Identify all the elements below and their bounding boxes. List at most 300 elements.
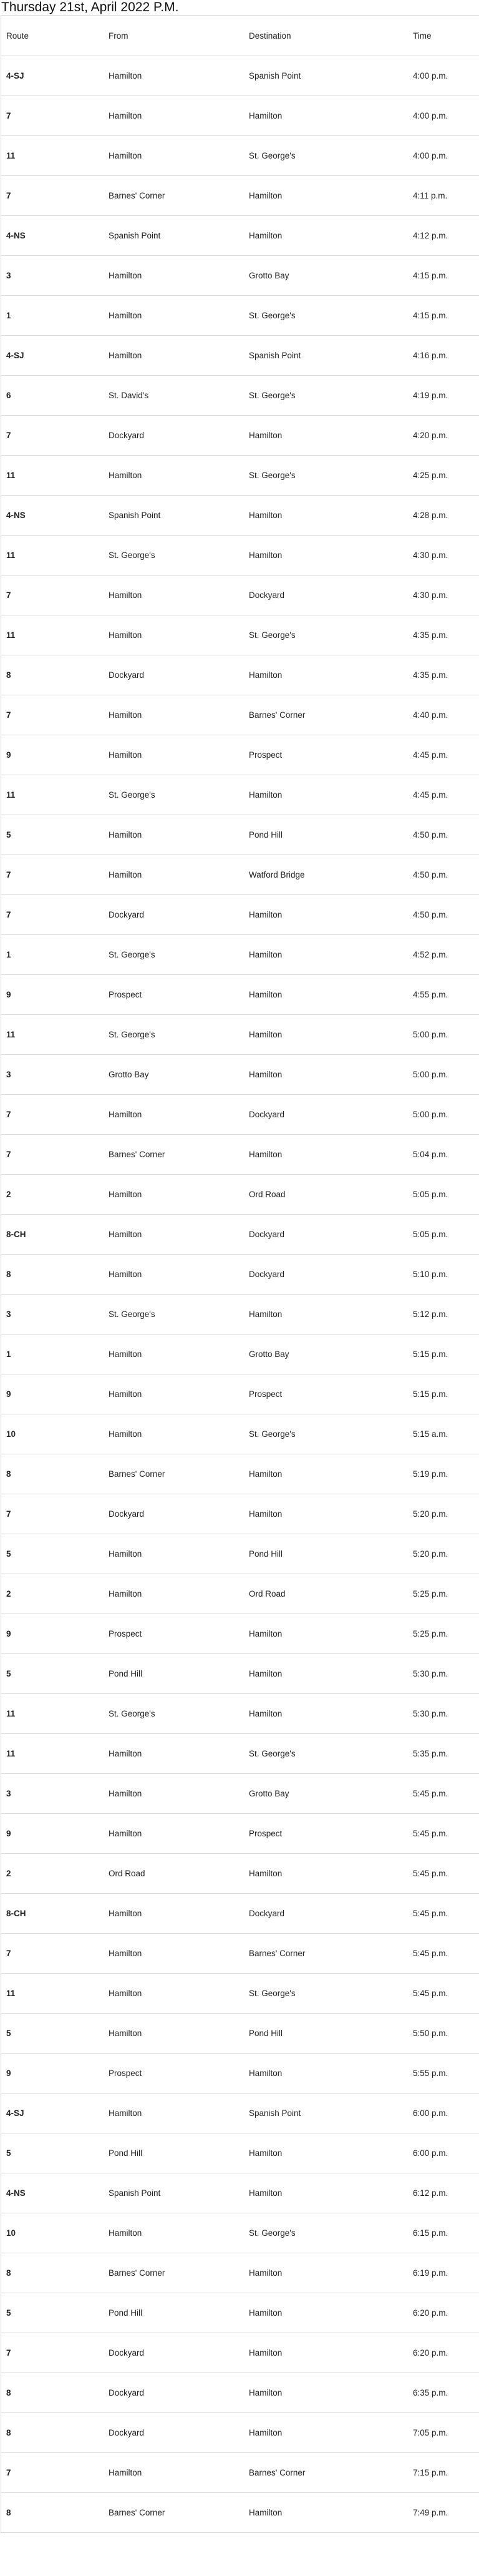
table-row bbox=[1, 1934, 479, 1974]
destination-cell: Dockyard bbox=[244, 575, 408, 615]
from-cell: Hamilton bbox=[104, 1934, 244, 1974]
route-cell: 8 bbox=[1, 2373, 104, 2413]
table-row bbox=[1, 575, 479, 615]
route-cell: 7 bbox=[1, 855, 104, 895]
destination-cell: Pond Hill bbox=[244, 1534, 408, 1574]
from-cell: Hamilton bbox=[104, 1095, 244, 1135]
destination-cell: Barnes' Corner bbox=[244, 695, 408, 735]
time-cell: 4:52 p.m. bbox=[408, 935, 479, 975]
time-cell: 5:15 a.m. bbox=[408, 1414, 479, 1454]
from-cell: Hamilton bbox=[104, 1374, 244, 1414]
table-row bbox=[1, 1215, 479, 1255]
route-cell: 8 bbox=[1, 1255, 104, 1295]
time-cell: 5:25 p.m. bbox=[408, 1574, 479, 1614]
table-row bbox=[1, 416, 479, 456]
time-cell: 5:45 p.m. bbox=[408, 1894, 479, 1934]
table-row bbox=[1, 1894, 479, 1934]
from-cell: St. George's bbox=[104, 536, 244, 575]
destination-cell: Hamilton bbox=[244, 2373, 408, 2413]
route-cell: 7 bbox=[1, 1095, 104, 1135]
route-cell: 5 bbox=[1, 815, 104, 855]
time-cell: 4:40 p.m. bbox=[408, 695, 479, 735]
destination-cell: Hamilton bbox=[244, 2333, 408, 2373]
time-cell: 4:15 p.m. bbox=[408, 256, 479, 296]
from-cell: Hamilton bbox=[104, 456, 244, 496]
destination-cell: Hamilton bbox=[244, 1614, 408, 1654]
route-cell: 3 bbox=[1, 1774, 104, 1814]
destination-cell: St. George's bbox=[244, 296, 408, 336]
route-cell: 4-NS bbox=[1, 496, 104, 536]
from-cell: Hamilton bbox=[104, 695, 244, 735]
time-cell: 5:45 p.m. bbox=[408, 1974, 479, 2014]
table-row bbox=[1, 2133, 479, 2173]
table-row bbox=[1, 1694, 479, 1734]
destination-cell: St. George's bbox=[244, 1414, 408, 1454]
time-cell: 5:00 p.m. bbox=[408, 1055, 479, 1095]
destination-cell: Hamilton bbox=[244, 975, 408, 1015]
destination-cell: Hamilton bbox=[244, 176, 408, 216]
route-cell: 9 bbox=[1, 975, 104, 1015]
route-cell: 8 bbox=[1, 655, 104, 695]
from-cell: Hamilton bbox=[104, 1574, 244, 1614]
time-cell: 4:35 p.m. bbox=[408, 615, 479, 655]
table-row bbox=[1, 975, 479, 1015]
time-cell: 4:55 p.m. bbox=[408, 975, 479, 1015]
time-cell: 4:50 p.m. bbox=[408, 855, 479, 895]
table-row bbox=[1, 2173, 479, 2213]
route-cell: 4-SJ bbox=[1, 2094, 104, 2133]
time-cell: 4:45 p.m. bbox=[408, 775, 479, 815]
route-cell: 4-NS bbox=[1, 2173, 104, 2213]
destination-cell: Hamilton bbox=[244, 416, 408, 456]
from-cell: Dockyard bbox=[104, 416, 244, 456]
from-cell: Barnes' Corner bbox=[104, 2493, 244, 2533]
time-cell: 4:19 p.m. bbox=[408, 376, 479, 416]
table-row bbox=[1, 1974, 479, 2014]
table-row bbox=[1, 1175, 479, 1215]
from-cell: Ord Road bbox=[104, 1854, 244, 1894]
from-cell: Hamilton bbox=[104, 1894, 244, 1934]
route-cell: 7 bbox=[1, 416, 104, 456]
route-cell: 8 bbox=[1, 2253, 104, 2293]
from-cell: Hamilton bbox=[104, 1175, 244, 1215]
time-cell: 4:25 p.m. bbox=[408, 456, 479, 496]
table-row bbox=[1, 935, 479, 975]
table-row bbox=[1, 56, 479, 96]
destination-cell: Spanish Point bbox=[244, 56, 408, 96]
from-cell: Pond Hill bbox=[104, 2133, 244, 2173]
header-time: Time bbox=[408, 16, 479, 56]
time-cell: 5:45 p.m. bbox=[408, 1854, 479, 1894]
time-cell: 4:28 p.m. bbox=[408, 496, 479, 536]
table-row bbox=[1, 1335, 479, 1374]
from-cell: Dockyard bbox=[104, 1494, 244, 1534]
route-cell: 5 bbox=[1, 1654, 104, 1694]
destination-cell: Hamilton bbox=[244, 1694, 408, 1734]
time-cell: 4:45 p.m. bbox=[408, 735, 479, 775]
table-row bbox=[1, 2293, 479, 2333]
destination-cell: Dockyard bbox=[244, 1255, 408, 1295]
route-cell: 5 bbox=[1, 2133, 104, 2173]
route-cell: 1 bbox=[1, 296, 104, 336]
table-row bbox=[1, 2054, 479, 2094]
from-cell: St. George's bbox=[104, 935, 244, 975]
time-cell: 5:45 p.m. bbox=[408, 1934, 479, 1974]
from-cell: Spanish Point bbox=[104, 496, 244, 536]
route-cell: 1 bbox=[1, 1335, 104, 1374]
route-cell: 7 bbox=[1, 1135, 104, 1175]
destination-cell: Dockyard bbox=[244, 1215, 408, 1255]
from-cell: Hamilton bbox=[104, 96, 244, 136]
table-row bbox=[1, 296, 479, 336]
table-row bbox=[1, 2014, 479, 2054]
from-cell: Hamilton bbox=[104, 2014, 244, 2054]
destination-cell: Hamilton bbox=[244, 2133, 408, 2173]
from-cell: Hamilton bbox=[104, 1774, 244, 1814]
table-row bbox=[1, 536, 479, 575]
time-cell: 4:16 p.m. bbox=[408, 336, 479, 376]
route-cell: 4-NS bbox=[1, 216, 104, 256]
time-cell: 5:00 p.m. bbox=[408, 1015, 479, 1055]
table-row bbox=[1, 2094, 479, 2133]
header-destination: Destination bbox=[244, 16, 408, 56]
route-cell: 7 bbox=[1, 575, 104, 615]
time-cell: 5:30 p.m. bbox=[408, 1694, 479, 1734]
route-cell: 11 bbox=[1, 456, 104, 496]
time-cell: 5:20 p.m. bbox=[408, 1534, 479, 1574]
destination-cell: Hamilton bbox=[244, 2054, 408, 2094]
table-row bbox=[1, 2253, 479, 2293]
destination-cell: Grotto Bay bbox=[244, 256, 408, 296]
destination-cell: Watford Bridge bbox=[244, 855, 408, 895]
from-cell: Hamilton bbox=[104, 1734, 244, 1774]
time-cell: 6:35 p.m. bbox=[408, 2373, 479, 2413]
time-cell: 4:30 p.m. bbox=[408, 575, 479, 615]
route-cell: 2 bbox=[1, 1175, 104, 1215]
from-cell: St. George's bbox=[104, 775, 244, 815]
from-cell: Hamilton bbox=[104, 1814, 244, 1854]
from-cell: Prospect bbox=[104, 975, 244, 1015]
table-row bbox=[1, 815, 479, 855]
from-cell: Dockyard bbox=[104, 2413, 244, 2453]
from-cell: Barnes' Corner bbox=[104, 176, 244, 216]
route-cell: 11 bbox=[1, 136, 104, 176]
table-row bbox=[1, 2493, 479, 2533]
time-cell: 6:00 p.m. bbox=[408, 2133, 479, 2173]
table-row bbox=[1, 1055, 479, 1095]
time-cell: 5:25 p.m. bbox=[408, 1614, 479, 1654]
time-cell: 5:30 p.m. bbox=[408, 1654, 479, 1694]
time-cell: 5:55 p.m. bbox=[408, 2054, 479, 2094]
from-cell: St. George's bbox=[104, 1295, 244, 1335]
destination-cell: Grotto Bay bbox=[244, 1774, 408, 1814]
table-row bbox=[1, 1614, 479, 1654]
table-row bbox=[1, 895, 479, 935]
from-cell: Barnes' Corner bbox=[104, 1454, 244, 1494]
table-row bbox=[1, 855, 479, 895]
destination-cell: Hamilton bbox=[244, 2173, 408, 2213]
from-cell: St. George's bbox=[104, 1015, 244, 1055]
route-cell: 5 bbox=[1, 2293, 104, 2333]
time-cell: 4:00 p.m. bbox=[408, 56, 479, 96]
route-cell: 8 bbox=[1, 1454, 104, 1494]
time-cell: 5:05 p.m. bbox=[408, 1175, 479, 1215]
time-cell: 7:05 p.m. bbox=[408, 2413, 479, 2453]
destination-cell: Hamilton bbox=[244, 216, 408, 256]
table-row bbox=[1, 96, 479, 136]
from-cell: Spanish Point bbox=[104, 2173, 244, 2213]
from-cell: Hamilton bbox=[104, 136, 244, 176]
destination-cell: Hamilton bbox=[244, 775, 408, 815]
from-cell: Hamilton bbox=[104, 1335, 244, 1374]
from-cell: Hamilton bbox=[104, 56, 244, 96]
destination-cell: Hamilton bbox=[244, 1654, 408, 1694]
table-row bbox=[1, 1454, 479, 1494]
table-row bbox=[1, 136, 479, 176]
route-cell: 3 bbox=[1, 1055, 104, 1095]
route-cell: 6 bbox=[1, 376, 104, 416]
route-cell: 8 bbox=[1, 2493, 104, 2533]
from-cell: Hamilton bbox=[104, 1974, 244, 2014]
table-header bbox=[1, 16, 479, 56]
from-cell: Hamilton bbox=[104, 815, 244, 855]
from-cell: Hamilton bbox=[104, 1215, 244, 1255]
destination-cell: Prospect bbox=[244, 735, 408, 775]
table-row bbox=[1, 456, 479, 496]
time-cell: 4:50 p.m. bbox=[408, 815, 479, 855]
route-cell: 8-CH bbox=[1, 1894, 104, 1934]
route-cell: 7 bbox=[1, 2333, 104, 2373]
table-row bbox=[1, 1854, 479, 1894]
table-row bbox=[1, 336, 479, 376]
from-cell: Hamilton bbox=[104, 735, 244, 775]
route-cell: 7 bbox=[1, 895, 104, 935]
destination-cell: Hamilton bbox=[244, 655, 408, 695]
time-cell: 5:05 p.m. bbox=[408, 1215, 479, 1255]
table-row bbox=[1, 695, 479, 735]
destination-cell: Spanish Point bbox=[244, 336, 408, 376]
route-cell: 11 bbox=[1, 1015, 104, 1055]
table-row bbox=[1, 655, 479, 695]
table-row bbox=[1, 1534, 479, 1574]
destination-cell: Hamilton bbox=[244, 1494, 408, 1534]
table-row bbox=[1, 176, 479, 216]
destination-cell: Hamilton bbox=[244, 1135, 408, 1175]
route-cell: 2 bbox=[1, 1574, 104, 1614]
from-cell: Hamilton bbox=[104, 1414, 244, 1454]
table-row bbox=[1, 496, 479, 536]
destination-cell: Dockyard bbox=[244, 1095, 408, 1135]
route-cell: 4-SJ bbox=[1, 336, 104, 376]
table-row bbox=[1, 1015, 479, 1055]
destination-cell: Hamilton bbox=[244, 895, 408, 935]
destination-cell: Ord Road bbox=[244, 1175, 408, 1215]
route-cell: 10 bbox=[1, 2213, 104, 2253]
table-header-row bbox=[1, 16, 479, 56]
route-cell: 7 bbox=[1, 176, 104, 216]
bus-schedule-table bbox=[1, 15, 479, 2533]
route-cell: 3 bbox=[1, 256, 104, 296]
time-cell: 5:00 p.m. bbox=[408, 1095, 479, 1135]
table-row bbox=[1, 1814, 479, 1854]
destination-cell: St. George's bbox=[244, 136, 408, 176]
route-cell: 7 bbox=[1, 1934, 104, 1974]
time-cell: 5:35 p.m. bbox=[408, 1734, 479, 1774]
route-cell: 9 bbox=[1, 735, 104, 775]
destination-cell: Hamilton bbox=[244, 96, 408, 136]
time-cell: 4:00 p.m. bbox=[408, 136, 479, 176]
from-cell: Hamilton bbox=[104, 2094, 244, 2133]
route-cell: 11 bbox=[1, 536, 104, 575]
from-cell: Hamilton bbox=[104, 1534, 244, 1574]
destination-cell: Hamilton bbox=[244, 1055, 408, 1095]
time-cell: 5:45 p.m. bbox=[408, 1814, 479, 1854]
time-cell: 6:20 p.m. bbox=[408, 2333, 479, 2373]
time-cell: 6:12 p.m. bbox=[408, 2173, 479, 2213]
route-cell: 3 bbox=[1, 1295, 104, 1335]
table-row bbox=[1, 1574, 479, 1614]
destination-cell: Barnes' Corner bbox=[244, 2453, 408, 2493]
time-cell: 4:35 p.m. bbox=[408, 655, 479, 695]
from-cell: Hamilton bbox=[104, 1255, 244, 1295]
table-row bbox=[1, 2213, 479, 2253]
route-cell: 5 bbox=[1, 1534, 104, 1574]
from-cell: Barnes' Corner bbox=[104, 1135, 244, 1175]
from-cell: Hamilton bbox=[104, 256, 244, 296]
route-cell: 7 bbox=[1, 96, 104, 136]
from-cell: Hamilton bbox=[104, 296, 244, 336]
from-cell: Hamilton bbox=[104, 575, 244, 615]
route-cell: 10 bbox=[1, 1414, 104, 1454]
table-row bbox=[1, 256, 479, 296]
from-cell: Dockyard bbox=[104, 2333, 244, 2373]
table-row bbox=[1, 216, 479, 256]
time-cell: 4:30 p.m. bbox=[408, 536, 479, 575]
from-cell: St. David's bbox=[104, 376, 244, 416]
table-row bbox=[1, 1295, 479, 1335]
route-cell: 9 bbox=[1, 1814, 104, 1854]
destination-cell: Hamilton bbox=[244, 496, 408, 536]
from-cell: Hamilton bbox=[104, 615, 244, 655]
time-cell: 7:15 p.m. bbox=[408, 2453, 479, 2493]
route-cell: 11 bbox=[1, 775, 104, 815]
destination-cell: Spanish Point bbox=[244, 2094, 408, 2133]
time-cell: 5:50 p.m. bbox=[408, 2014, 479, 2054]
table-row bbox=[1, 1095, 479, 1135]
time-cell: 4:11 p.m. bbox=[408, 176, 479, 216]
time-cell: 5:45 p.m. bbox=[408, 1774, 479, 1814]
time-cell: 5:15 p.m. bbox=[408, 1335, 479, 1374]
from-cell: Grotto Bay bbox=[104, 1055, 244, 1095]
from-cell: Hamilton bbox=[104, 855, 244, 895]
time-cell: 4:15 p.m. bbox=[408, 296, 479, 336]
destination-cell: Hamilton bbox=[244, 2293, 408, 2333]
destination-cell: Ord Road bbox=[244, 1574, 408, 1614]
table-row bbox=[1, 2373, 479, 2413]
table-row bbox=[1, 1734, 479, 1774]
route-cell: 7 bbox=[1, 1494, 104, 1534]
route-cell: 11 bbox=[1, 1974, 104, 2014]
time-cell: 7:49 p.m. bbox=[408, 2493, 479, 2533]
destination-cell: Hamilton bbox=[244, 1454, 408, 1494]
from-cell: Spanish Point bbox=[104, 216, 244, 256]
time-cell: 6:19 p.m. bbox=[408, 2253, 479, 2293]
time-cell: 4:20 p.m. bbox=[408, 416, 479, 456]
table-body bbox=[1, 56, 479, 2533]
destination-cell: St. George's bbox=[244, 376, 408, 416]
destination-cell: Hamilton bbox=[244, 1015, 408, 1055]
route-cell: 7 bbox=[1, 695, 104, 735]
page-title: Thursday 21st, April 2022 P.M. bbox=[1, 0, 179, 14]
time-cell: 6:15 p.m. bbox=[408, 2213, 479, 2253]
from-cell: Hamilton bbox=[104, 2213, 244, 2253]
route-cell: 11 bbox=[1, 615, 104, 655]
from-cell: Prospect bbox=[104, 1614, 244, 1654]
destination-cell: St. George's bbox=[244, 1734, 408, 1774]
time-cell: 6:20 p.m. bbox=[408, 2293, 479, 2333]
from-cell: Pond Hill bbox=[104, 1654, 244, 1694]
table-row bbox=[1, 2413, 479, 2453]
destination-cell: Hamilton bbox=[244, 1854, 408, 1894]
header-route: Route bbox=[1, 16, 104, 56]
destination-cell: Prospect bbox=[244, 1814, 408, 1854]
from-cell: Pond Hill bbox=[104, 2293, 244, 2333]
from-cell: Dockyard bbox=[104, 895, 244, 935]
destination-cell: Hamilton bbox=[244, 2493, 408, 2533]
destination-cell: Pond Hill bbox=[244, 2014, 408, 2054]
destination-cell: Pond Hill bbox=[244, 815, 408, 855]
table-row bbox=[1, 2453, 479, 2493]
time-cell: 4:50 p.m. bbox=[408, 895, 479, 935]
route-cell: 11 bbox=[1, 1734, 104, 1774]
route-cell: 7 bbox=[1, 2453, 104, 2493]
table-row bbox=[1, 615, 479, 655]
route-cell: 9 bbox=[1, 1614, 104, 1654]
table-row bbox=[1, 1654, 479, 1694]
route-cell: 8-CH bbox=[1, 1215, 104, 1255]
destination-cell: St. George's bbox=[244, 1974, 408, 2014]
destination-cell: Grotto Bay bbox=[244, 1335, 408, 1374]
route-cell: 9 bbox=[1, 1374, 104, 1414]
time-cell: 6:00 p.m. bbox=[408, 2094, 479, 2133]
time-cell: 5:20 p.m. bbox=[408, 1494, 479, 1534]
destination-cell: Hamilton bbox=[244, 2413, 408, 2453]
table-row bbox=[1, 1135, 479, 1175]
from-cell: Dockyard bbox=[104, 2373, 244, 2413]
table-row bbox=[1, 1374, 479, 1414]
route-cell: 9 bbox=[1, 2054, 104, 2094]
destination-cell: Hamilton bbox=[244, 2253, 408, 2293]
destination-cell: St. George's bbox=[244, 456, 408, 496]
table-row bbox=[1, 1255, 479, 1295]
time-cell: 5:12 p.m. bbox=[408, 1295, 479, 1335]
route-cell: 4-SJ bbox=[1, 56, 104, 96]
route-cell: 1 bbox=[1, 935, 104, 975]
destination-cell: Prospect bbox=[244, 1374, 408, 1414]
table-row bbox=[1, 2333, 479, 2373]
table-row bbox=[1, 775, 479, 815]
from-cell: Barnes' Corner bbox=[104, 2253, 244, 2293]
destination-cell: Dockyard bbox=[244, 1894, 408, 1934]
time-cell: 4:00 p.m. bbox=[408, 96, 479, 136]
route-cell: 8 bbox=[1, 2413, 104, 2453]
from-cell: Hamilton bbox=[104, 336, 244, 376]
time-cell: 5:15 p.m. bbox=[408, 1374, 479, 1414]
route-cell: 11 bbox=[1, 1694, 104, 1734]
table-row bbox=[1, 1494, 479, 1534]
from-cell: Dockyard bbox=[104, 655, 244, 695]
time-cell: 5:04 p.m. bbox=[408, 1135, 479, 1175]
